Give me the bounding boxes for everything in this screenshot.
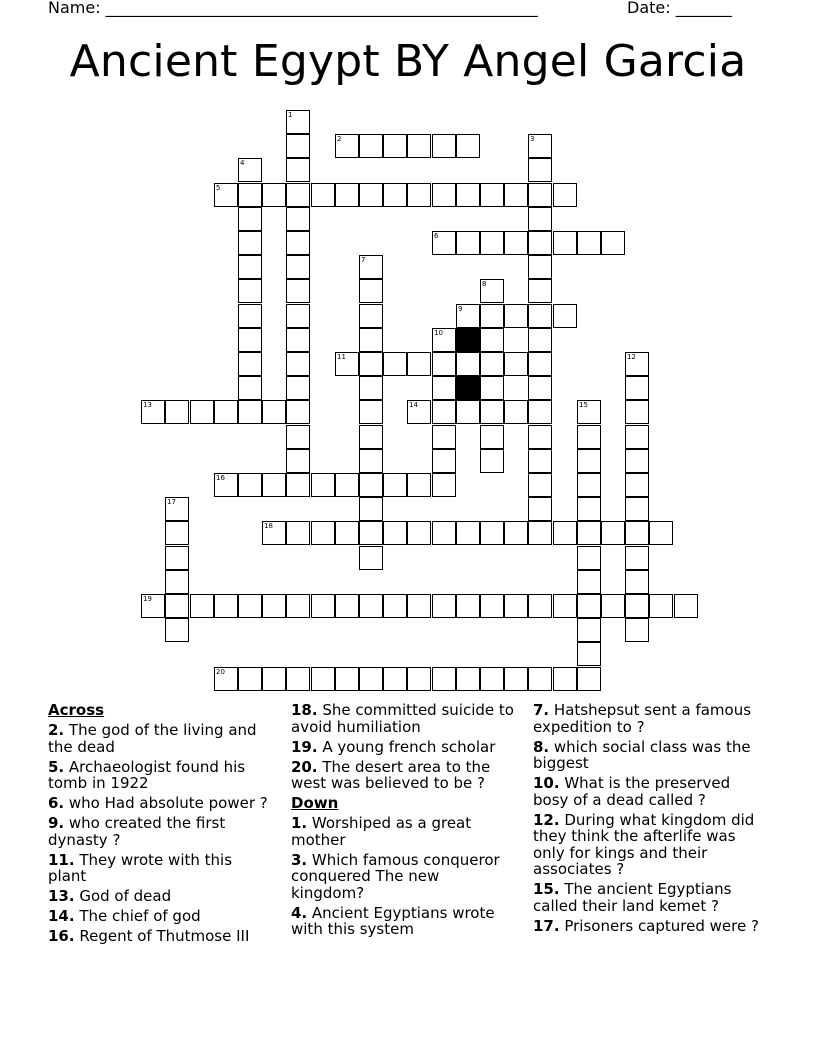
clue-number-label: 16: [216, 474, 225, 482]
clue-text: Archaeologist found his tomb in 1922: [48, 757, 246, 792]
grid-cell[interactable]: [190, 594, 214, 618]
grid-cell[interactable]: [359, 473, 383, 497]
clue-text: God of dead: [74, 887, 172, 905]
grid-cell[interactable]: [335, 134, 359, 158]
grid-cell[interactable]: [190, 400, 214, 424]
grid-cell[interactable]: [359, 449, 383, 473]
clue-number: 16.: [48, 927, 75, 945]
grid-cell[interactable]: [432, 352, 456, 376]
clue-number: 18.: [291, 701, 318, 719]
down-clue: [291, 815, 517, 848]
grid-cell[interactable]: [528, 255, 552, 279]
grid-cell[interactable]: [577, 642, 601, 666]
grid-cell[interactable]: [528, 449, 552, 473]
grid-cell[interactable]: [625, 376, 649, 400]
grid-cell[interactable]: [504, 521, 528, 545]
grid-cell[interactable]: [238, 304, 262, 328]
clue-text: Which famous conqueror conquered The new kingdom?: [291, 850, 500, 902]
clue-number: 14.: [48, 907, 75, 925]
grid-cell[interactable]: [528, 158, 552, 182]
grid-cell[interactable]: [165, 618, 189, 642]
grid-cell[interactable]: [383, 352, 407, 376]
grid-cell[interactable]: [480, 279, 504, 303]
grid-cell[interactable]: [335, 667, 359, 691]
grid-cell[interactable]: [238, 207, 262, 231]
clue-number-label: 1: [288, 111, 293, 119]
across-clue: [48, 908, 274, 925]
grid-cell[interactable]: [335, 594, 359, 618]
grid-cell[interactable]: [625, 570, 649, 594]
grid-cell[interactable]: [238, 400, 262, 424]
grid-cell[interactable]: [553, 304, 577, 328]
grid-cell[interactable]: [504, 400, 528, 424]
grid-cell[interactable]: [456, 521, 480, 545]
grid-cell[interactable]: [625, 618, 649, 642]
grid-cell[interactable]: [456, 231, 480, 255]
grid-cell[interactable]: [480, 594, 504, 618]
grid-cell[interactable]: [407, 352, 431, 376]
grid-cell[interactable]: [504, 231, 528, 255]
grid-cell[interactable]: [553, 667, 577, 691]
grid-cell[interactable]: [214, 183, 238, 207]
grid-cell[interactable]: [407, 594, 431, 618]
grid-cell[interactable]: [407, 473, 431, 497]
across-clue: [48, 852, 274, 885]
grid-cell[interactable]: [383, 594, 407, 618]
grid-cell[interactable]: [480, 328, 504, 352]
grid-cell[interactable]: [214, 594, 238, 618]
grid-cell[interactable]: [383, 667, 407, 691]
clue-number-label: 11: [337, 353, 346, 361]
grid-cell[interactable]: [359, 546, 383, 570]
grid-cell[interactable]: [528, 304, 552, 328]
grid-cell[interactable]: [238, 231, 262, 255]
grid-cell[interactable]: [528, 183, 552, 207]
clue-text: The god of the living and the dead: [48, 721, 257, 756]
clue-text: Ancient Egyptians wrote with this system: [291, 903, 495, 938]
grid-cell[interactable]: [432, 667, 456, 691]
grid-cell[interactable]: [528, 667, 552, 691]
grid-cell[interactable]: [480, 304, 504, 328]
clue-number-label: 19: [143, 595, 152, 603]
grid-cell[interactable]: [286, 183, 310, 207]
grid-cell[interactable]: [456, 400, 480, 424]
clue-text: Hatshepsut sent a famous expedition to ?: [533, 701, 752, 736]
grid-cell[interactable]: [577, 521, 601, 545]
grid-cell[interactable]: [286, 521, 310, 545]
grid-cell[interactable]: [625, 425, 649, 449]
grid-cell[interactable]: [480, 352, 504, 376]
grid-cell[interactable]: [625, 352, 649, 376]
puzzle-title: Ancient Egypt BY Angel Garcia: [69, 36, 747, 87]
grid-cell[interactable]: [262, 400, 286, 424]
grid-cell[interactable]: [262, 183, 286, 207]
grid-cell[interactable]: [528, 352, 552, 376]
clue-number: 12.: [533, 810, 560, 829]
grid-cell[interactable]: [432, 400, 456, 424]
grid-cell[interactable]: [625, 449, 649, 473]
clue-number: 10.: [533, 774, 560, 792]
clue-column-2: [291, 702, 517, 941]
grid-cell[interactable]: [504, 594, 528, 618]
across-clue: [48, 928, 274, 945]
grid-cell[interactable]: [359, 594, 383, 618]
clue-number: 6.: [48, 794, 65, 812]
grid-cell[interactable]: [432, 594, 456, 618]
grid-cell[interactable]: [432, 134, 456, 158]
grid-cell[interactable]: [262, 594, 286, 618]
grid-cell[interactable]: [286, 594, 310, 618]
grid-cell[interactable]: [480, 376, 504, 400]
grid-cell[interactable]: [286, 279, 310, 303]
down-clue: [533, 739, 759, 772]
grid-cell[interactable]: [214, 400, 238, 424]
grid-cell[interactable]: [165, 570, 189, 594]
grid-cell[interactable]: [238, 328, 262, 352]
down-clue: [533, 702, 759, 735]
clue-text: Prisoners captured were ?: [559, 916, 759, 935]
grid-cell[interactable]: [359, 183, 383, 207]
down-clue: [533, 775, 759, 808]
grid-cell[interactable]: [577, 667, 601, 691]
clue-number-label: 4: [240, 159, 245, 167]
grid-cell[interactable]: [238, 183, 262, 207]
clue-number: 15.: [533, 880, 560, 898]
grid-cell[interactable]: [238, 376, 262, 400]
grid-cell[interactable]: [359, 521, 383, 545]
grid-cell[interactable]: [383, 183, 407, 207]
grid-cell[interactable]: [141, 594, 165, 618]
grid-cell[interactable]: [432, 425, 456, 449]
grid-cell[interactable]: [480, 231, 504, 255]
grid-cell[interactable]: [528, 279, 552, 303]
clue-text: What is the preserved bosy of a dead called ?: [533, 774, 731, 809]
clue-text: The chief of god: [74, 907, 201, 925]
grid-cell[interactable]: [214, 473, 238, 497]
grid-cell[interactable]: [359, 328, 383, 352]
grid-cell[interactable]: [262, 667, 286, 691]
grid-cell[interactable]: [238, 352, 262, 376]
grid-cell[interactable]: [359, 667, 383, 691]
grid-cell[interactable]: [504, 304, 528, 328]
clue-text: who Had absolute power ?: [64, 794, 268, 812]
grid-cell[interactable]: [456, 594, 480, 618]
grid-cell[interactable]: [214, 667, 238, 691]
clue-number-label: 7: [361, 256, 366, 264]
grid-cell[interactable]: [407, 667, 431, 691]
grid-cell[interactable]: [311, 594, 335, 618]
clue-number: 5.: [48, 757, 65, 776]
grid-cell[interactable]: [359, 497, 383, 521]
grid-cell[interactable]: [456, 304, 480, 328]
grid-cell[interactable]: [528, 328, 552, 352]
grid-cell[interactable]: [432, 231, 456, 255]
clue-number-label: 9: [458, 305, 463, 313]
clue-number-label: 6: [434, 232, 439, 240]
grid-cell[interactable]: [553, 594, 577, 618]
clue-number-label: 17: [167, 498, 176, 506]
grid-cell[interactable]: [625, 546, 649, 570]
grid-cell[interactable]: [432, 328, 456, 352]
clue-number-label: 10: [434, 329, 443, 337]
clue-number: 17.: [533, 916, 560, 935]
grid-cell[interactable]: [577, 425, 601, 449]
grid-cell[interactable]: [577, 231, 601, 255]
grid-cell[interactable]: [553, 183, 577, 207]
clue-number: 13.: [48, 887, 75, 905]
grid-cell[interactable]: [359, 352, 383, 376]
grid-cell[interactable]: [553, 521, 577, 545]
grid-cell[interactable]: [335, 352, 359, 376]
grid-cell[interactable]: [625, 473, 649, 497]
clue-number: 11.: [48, 850, 75, 869]
grid-cell[interactable]: [577, 473, 601, 497]
across-clue: [48, 888, 274, 905]
grid-cell[interactable]: [577, 497, 601, 521]
grid-cell[interactable]: [625, 521, 649, 545]
clue-number: 4.: [291, 903, 308, 922]
grid-cell[interactable]: [286, 158, 310, 182]
clue-text: which social class was the biggest: [533, 737, 751, 772]
grid-cell[interactable]: [674, 594, 698, 618]
clue-number: 7.: [533, 701, 550, 719]
across-clue: [291, 702, 517, 735]
grid-cell[interactable]: [286, 473, 310, 497]
grid-cell[interactable]: [601, 521, 625, 545]
across-clue: [291, 759, 517, 792]
grid-cell[interactable]: [165, 497, 189, 521]
grid-cell[interactable]: [383, 521, 407, 545]
down-clue: [533, 812, 759, 878]
grid-cell[interactable]: [286, 304, 310, 328]
grid-cell[interactable]: [359, 255, 383, 279]
clue-number-label: 8: [482, 280, 487, 288]
grid-cell[interactable]: [311, 473, 335, 497]
grid-cell[interactable]: [625, 400, 649, 424]
grid-cell[interactable]: [480, 400, 504, 424]
grid-cell[interactable]: [286, 110, 310, 134]
grid-cell[interactable]: [335, 521, 359, 545]
clue-text: During what kingdom did they think the afterlife was only for kings and their associates ?: [533, 810, 755, 878]
grid-cell[interactable]: [528, 207, 552, 231]
across-clue: [48, 759, 274, 792]
grid-cell[interactable]: [504, 667, 528, 691]
black-square: [456, 328, 480, 352]
clue-text: who created the first dynasty ?: [48, 814, 226, 849]
across-clue: [48, 795, 274, 812]
across-clue: [291, 739, 517, 756]
grid-cell[interactable]: [383, 473, 407, 497]
grid-cell[interactable]: [311, 521, 335, 545]
black-square: [456, 376, 480, 400]
grid-cell[interactable]: [456, 352, 480, 376]
grid-cell[interactable]: [238, 667, 262, 691]
grid-cell[interactable]: [359, 376, 383, 400]
grid-cell[interactable]: [286, 400, 310, 424]
clue-number: 2.: [48, 721, 65, 739]
grid-cell[interactable]: [432, 521, 456, 545]
down-clue: [533, 918, 759, 935]
grid-cell[interactable]: [286, 231, 310, 255]
grid-cell[interactable]: [528, 594, 552, 618]
grid-cell[interactable]: [286, 449, 310, 473]
down-heading: Down: [291, 794, 339, 812]
grid-cell[interactable]: [480, 183, 504, 207]
grid-cell[interactable]: [528, 473, 552, 497]
grid-cell[interactable]: [577, 546, 601, 570]
grid-cell[interactable]: [286, 425, 310, 449]
clue-number: 8.: [533, 737, 550, 756]
clue-text: The ancient Egyptians called their land kemet ?: [533, 880, 732, 915]
grid-cell[interactable]: [456, 667, 480, 691]
grid-cell[interactable]: [649, 594, 673, 618]
clue-number-label: 18: [264, 522, 273, 530]
across-clue: [48, 815, 274, 848]
clue-text: Regent of Thutmose III: [74, 927, 250, 945]
grid-cell[interactable]: [359, 304, 383, 328]
clue-number-label: 20: [216, 668, 225, 676]
clue-number-label: 14: [409, 401, 418, 409]
grid-cell[interactable]: [141, 400, 165, 424]
grid-cell[interactable]: [432, 183, 456, 207]
grid-cell[interactable]: [335, 183, 359, 207]
grid-cell[interactable]: [480, 425, 504, 449]
grid-cell[interactable]: [262, 473, 286, 497]
grid-cell[interactable]: [262, 521, 286, 545]
clue-number: 20.: [291, 757, 318, 776]
clue-number-label: 2: [337, 135, 342, 143]
grid-cell[interactable]: [528, 231, 552, 255]
clue-number-label: 3: [530, 135, 535, 143]
grid-cell[interactable]: [311, 667, 335, 691]
grid-cell[interactable]: [528, 376, 552, 400]
grid-cell[interactable]: [601, 594, 625, 618]
grid-cell[interactable]: [359, 400, 383, 424]
grid-cell[interactable]: [238, 594, 262, 618]
across-heading: Across: [48, 701, 105, 719]
clue-column-3: [533, 702, 759, 938]
grid-cell[interactable]: [649, 521, 673, 545]
grid-cell[interactable]: [432, 473, 456, 497]
clue-text: The desert area to the west was believed to be ?: [291, 757, 491, 792]
grid-cell[interactable]: [286, 328, 310, 352]
grid-cell[interactable]: [456, 134, 480, 158]
clue-column-1: [48, 702, 274, 948]
grid-cell[interactable]: [480, 449, 504, 473]
grid-cell[interactable]: [383, 134, 407, 158]
grid-cell[interactable]: [165, 400, 189, 424]
grid-cell[interactable]: [359, 279, 383, 303]
grid-cell[interactable]: [407, 134, 431, 158]
grid-cell[interactable]: [504, 352, 528, 376]
grid-cell[interactable]: [625, 594, 649, 618]
grid-cell[interactable]: [407, 521, 431, 545]
clue-number: 1.: [291, 814, 308, 832]
clue-number: 9.: [48, 814, 65, 832]
grid-cell[interactable]: [286, 376, 310, 400]
down-clue: [291, 905, 517, 938]
clue-number-label: 5: [216, 184, 221, 192]
down-clue: [291, 852, 517, 902]
grid-cell[interactable]: [359, 425, 383, 449]
grid-cell[interactable]: [238, 473, 262, 497]
grid-cell[interactable]: [504, 183, 528, 207]
grid-cell[interactable]: [165, 521, 189, 545]
grid-cell[interactable]: [311, 183, 335, 207]
down-clue: [533, 881, 759, 914]
grid-cell[interactable]: [432, 376, 456, 400]
grid-cell[interactable]: [456, 183, 480, 207]
grid-cell[interactable]: [238, 255, 262, 279]
grid-cell[interactable]: [359, 134, 383, 158]
clue-text: A young french scholar: [317, 737, 496, 756]
clue-text: She committed suicide to avoid humiliation: [291, 701, 514, 736]
grid-cell[interactable]: [407, 183, 431, 207]
grid-cell[interactable]: [528, 497, 552, 521]
grid-cell[interactable]: [286, 255, 310, 279]
clue-number: 3.: [291, 850, 308, 869]
clue-number: 19.: [291, 737, 318, 756]
grid-cell[interactable]: [601, 231, 625, 255]
name-field-label: Name: ______________________________________________________: [48, 0, 538, 17]
grid-cell[interactable]: [625, 497, 649, 521]
grid-cell[interactable]: [528, 521, 552, 545]
grid-cell[interactable]: [238, 279, 262, 303]
grid-cell[interactable]: [528, 425, 552, 449]
grid-cell[interactable]: [480, 667, 504, 691]
grid-cell[interactable]: [286, 667, 310, 691]
grid-cell[interactable]: [577, 449, 601, 473]
grid-cell[interactable]: [577, 570, 601, 594]
clue-text: Worshiped as a great mother: [291, 814, 472, 849]
grid-cell[interactable]: [577, 400, 601, 424]
grid-cell[interactable]: [407, 400, 431, 424]
grid-cell[interactable]: [238, 158, 262, 182]
clue-number-label: 12: [627, 353, 636, 361]
grid-cell[interactable]: [165, 546, 189, 570]
grid-cell[interactable]: [165, 594, 189, 618]
grid-cell[interactable]: [286, 352, 310, 376]
grid-cell[interactable]: [335, 473, 359, 497]
grid-cell[interactable]: [577, 618, 601, 642]
across-clue: [48, 722, 274, 755]
grid-cell[interactable]: [528, 134, 552, 158]
clue-number-label: 15: [579, 401, 588, 409]
grid-cell[interactable]: [553, 231, 577, 255]
grid-cell[interactable]: [577, 594, 601, 618]
grid-cell[interactable]: [432, 449, 456, 473]
date-field-label: Date: _______: [627, 0, 732, 17]
clue-number-label: 13: [143, 401, 152, 409]
clue-text: They wrote with this plant: [48, 850, 233, 885]
grid-cell[interactable]: [528, 400, 552, 424]
grid-cell[interactable]: [480, 521, 504, 545]
grid-cell[interactable]: [286, 207, 310, 231]
grid-cell[interactable]: [286, 134, 310, 158]
